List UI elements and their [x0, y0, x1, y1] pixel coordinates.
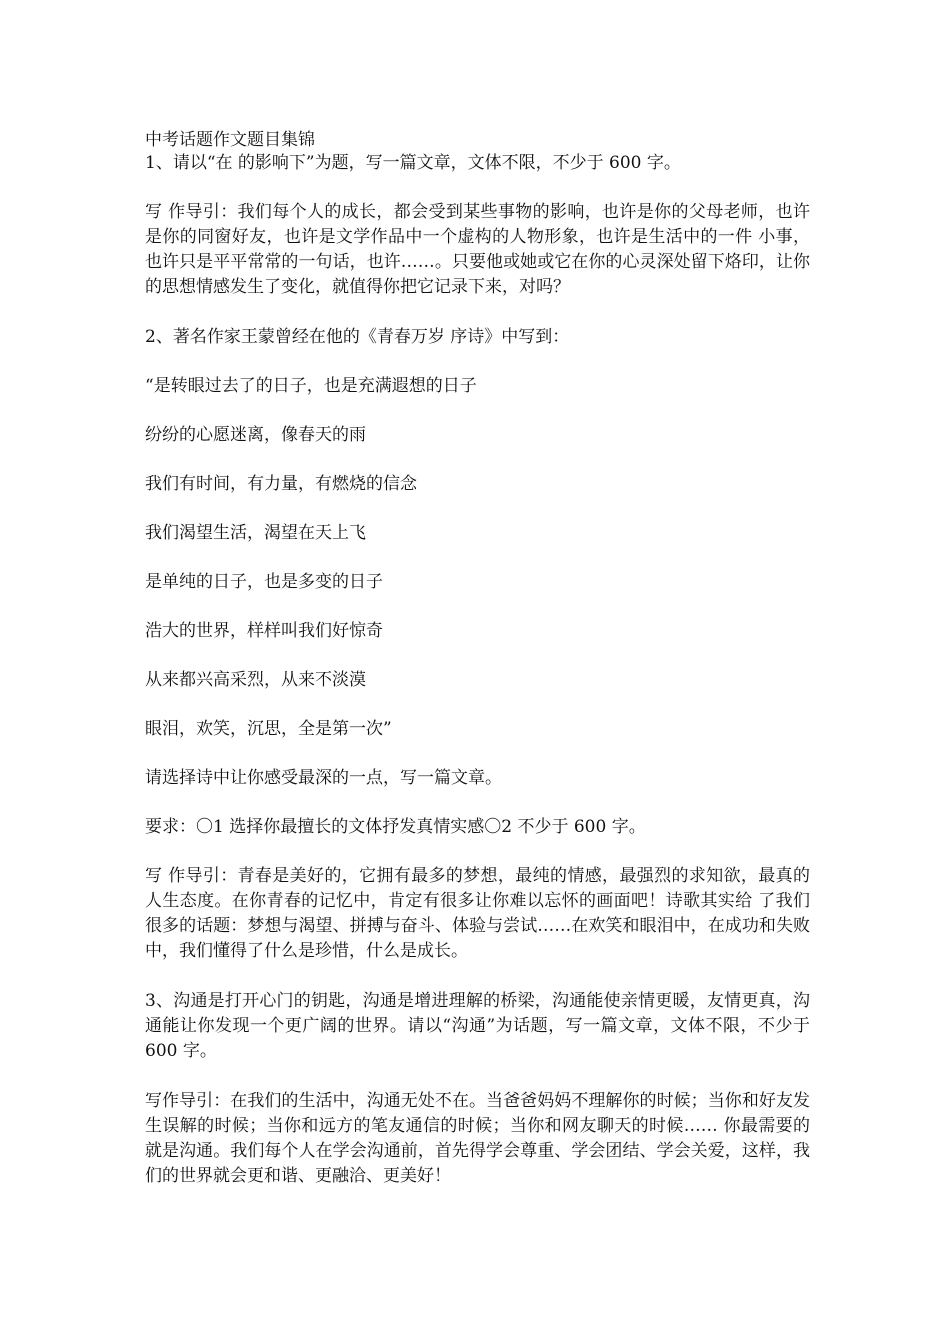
poem-line: 我们有时间，有力量，有燃烧的信念	[145, 474, 417, 494]
question-3: 3、沟通是打开心门的钥匙，沟通是增进理解的桥梁，沟通能使亲情更暖，友情更真，沟通能让你发现一个更广阔的世界。请以“沟通”为话题，写一篇文章，文体不限，不少于 600 字。	[145, 991, 810, 1061]
writing-guide-3: 写作导引：在我们的生活中，沟通无处不在。当爸爸妈妈不理解你的时候；当你和好友发生误解的时候；当你和远方的笔友通信的时候；当你和网友聊天的时候…… 你最需要的就是沟通。我们每个人在学会沟通前，首先得学会尊重、学会团结、学会关爱，这样，我们的世界就会更和谐、更融洽、更美好！	[145, 1091, 810, 1186]
poem-line: 从来都兴高采烈，从来不淡漠	[145, 670, 366, 690]
writing-guide-2: 写 作导引：青春是美好的，它拥有最多的梦想，最纯的情感，最强烈的求知欲，最真的人生态度。在你青春的记忆中，肯定有很多让你难以忘怀的画面吧！诗歌其实给 了我们很多的话题：梦想与渴望、拼搏与奋斗、体验与尝试……在欢笑和眼泪中，在成功和失败中，我们懂得了什么是珍惜，什么是成长。	[145, 866, 810, 961]
poem-line: 眼泪，欢笑，沉思，全是第一次”	[145, 719, 392, 739]
writing-guide-1: 写 作导引：我们每个人的成长，都会受到某些事物的影响，也许是你的父母老师，也许是你的同窗好友，也许是文学作品中一个虚构的人物形象，也许是生活中的一件 小事，也许只是平平常常的一句话，也许……。只要他或她或它在你的心灵深处留下烙印，让你的思想情感发生了变化，就值得你把它记录下来，对吗？	[145, 202, 810, 297]
question-1: 1、请以“在 的影响下”为题，写一篇文章，文体不限，不少于 600 字。	[145, 153, 681, 173]
poem-line: 纷纷的心愿迷离，像春天的雨	[145, 425, 366, 445]
poem-line: 是单纯的日子，也是多变的日子	[145, 572, 383, 592]
poem-line: “是转眼过去了的日子，也是充满遐想的日子	[145, 376, 477, 396]
document-title: 中考话题作文题目集锦	[145, 130, 315, 150]
poem-line: 我们渴望生活，渴望在天上飞	[145, 523, 366, 543]
question-2-requirements: 要求：〇1 选择你最擅长的文体抒发真情实感〇2 不少于 600 字。	[145, 817, 646, 837]
question-2-intro: 2、著名作家王蒙曾经在他的《青春万岁 序诗》中写到：	[145, 327, 570, 347]
question-2-task: 请选择诗中让你感受最深的一点，写一篇文章。	[145, 768, 502, 788]
poem-line: 浩大的世界，样样叫我们好惊奇	[145, 621, 383, 641]
document-page	[145, 129, 810, 1189]
